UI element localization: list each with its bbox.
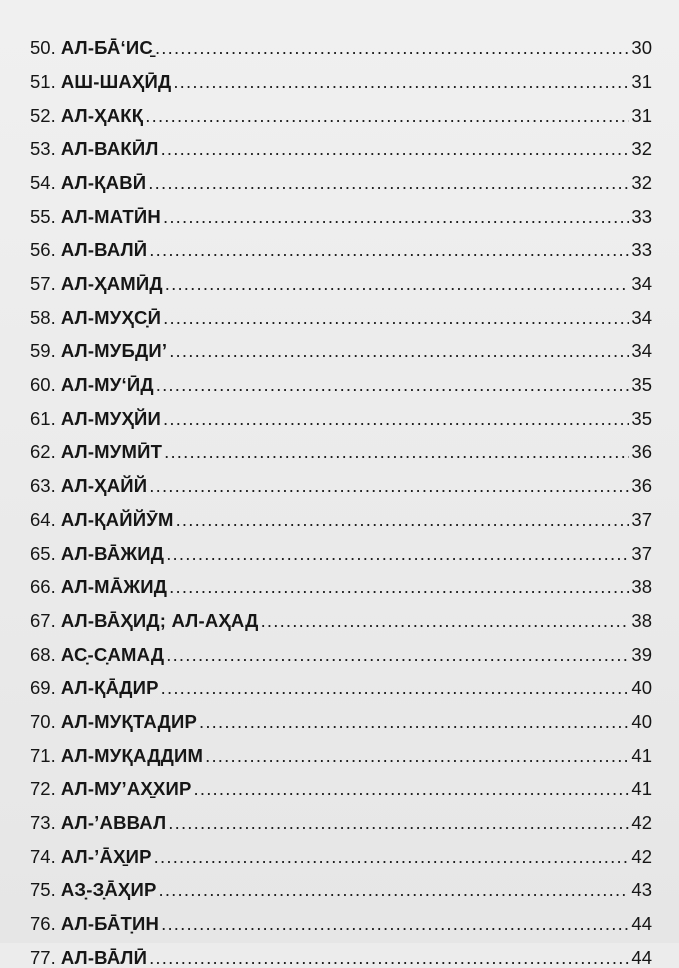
toc-entry-page-number: 38 [631,609,652,631]
toc-entry-page-number: 30 [631,37,652,59]
toc-entry-title: АЛ-БА̄‘ИС̱ [60,37,153,59]
toc-entry [30,563,652,597]
toc-entry [30,833,652,867]
toc-entry [30,327,652,361]
toc-entry-number: 77. [30,946,56,968]
toc-entry-number: 55. [30,205,56,227]
toc-entry [30,294,652,328]
toc-entry-page-number: 32 [631,171,652,193]
toc-entry-page-number: 40 [631,677,652,699]
toc-entry-title: АЛ-ВАКӢЛ [60,138,159,160]
toc-entry-page-number: 42 [631,812,652,833]
toc-entry-page-number: 35 [631,407,652,429]
toc-entry-number: 58. [30,306,56,328]
toc-entry [30,91,652,125]
toc-entry-number: 63. [30,475,56,497]
toc-entry-number: 52. [30,104,56,126]
toc-entry-title: АЛ-МУ‘ӢД [60,374,154,396]
toc-entry-title: АЛ-МУҚТАДИР [60,710,197,732]
toc-entry-number: 56. [30,239,56,261]
toc-entry-title: АЛ-МУБДИ’ [60,340,168,362]
toc-entry-page-number: 44 [631,946,652,968]
toc-entry-title: АЛ-БА̄Т̣ИН [60,913,160,935]
toc-dot-leader [149,477,629,496]
toc-entry-title: АЛ-ҚАВӢ [60,171,147,193]
toc-entry-number: 54. [30,171,56,193]
toc-entry-title: АЛ-МУ’АХ̱ХИР [60,778,192,800]
toc-entry-title: АЛ-МУҲС̣Ӣ [60,306,162,328]
toc-entry-page-number: 31 [631,70,652,92]
toc-dot-leader [169,342,629,361]
toc-entry-number: 75. [30,879,56,901]
toc-entry-title: АЛ-ВА̄ЖИД [60,542,165,564]
toc-entry-title: АЛ-ҲАКҚ [60,104,144,126]
toc-dot-leader [148,174,629,193]
toc-entry-page-number: 35 [631,374,652,396]
toc-entry-title: АЛ-МУҲЙИ [60,407,162,429]
toc-entry [30,731,652,765]
toc-dot-leader [149,949,629,968]
toc-entry-title: АЛ-ҚА̄ДИР [60,677,159,699]
toc-dot-leader [168,814,629,833]
toc-entry [30,934,652,968]
toc-dot-leader [164,443,629,462]
toc-entry [30,395,652,429]
toc-entry-page-number: 34 [631,340,652,362]
toc-entry [30,900,652,934]
toc-dot-leader [155,39,629,58]
toc-entry [30,159,652,193]
toc-entry-number: 53. [30,138,56,160]
toc-entry-title: АЛ-МА̄ЖИД [60,576,168,598]
toc-entry-number: 74. [30,845,56,867]
toc-entry-number: 57. [30,273,56,294]
toc-entry [30,698,652,732]
toc-entry-page-number: 33 [631,205,652,227]
toc-entry-title: АЛ-ҚАЙЙӮМ [60,508,174,530]
toc-dot-leader [156,376,630,395]
toc-entry-page-number: 38 [631,576,652,598]
toc-dot-leader [205,747,629,766]
toc-entry [30,58,652,92]
toc-entry-page-number: 32 [631,138,652,160]
toc-entry-title: АЛ-МАТӢН [60,205,161,227]
toc-dot-leader [161,679,630,698]
toc-entry-page-number: 37 [631,542,652,564]
toc-entry-page-number: 39 [631,643,652,665]
toc-entry-number: 71. [30,744,56,766]
toc-dot-leader [145,107,629,126]
toc-dot-leader [194,780,630,799]
toc-entry-title: АЗ̣-З̣А̄ҲИР [60,879,157,901]
toc-entry [30,799,652,833]
toc-dot-leader [173,73,629,92]
toc-entry [30,428,652,462]
toc-entry [30,529,652,563]
toc-entry [30,24,652,58]
toc-entry-number: 51. [30,70,56,92]
toc-entry [30,866,652,900]
toc-entry-title: АШ-ШАҲӢД [60,70,172,92]
toc-entry-page-number: 41 [631,778,652,800]
toc-entry-page-number: 43 [631,879,652,901]
toc-entry-page-number: 36 [631,441,652,463]
toc-entry-page-number: 41 [631,744,652,766]
toc-entry-number: 59. [30,340,56,362]
toc-entry-number: 64. [30,508,56,530]
toc-entry [30,192,652,226]
toc-entry-page-number: 37 [631,508,652,530]
toc-entry-page-number: 36 [631,475,652,497]
toc-entry-title: АЛ-’АВВАЛ [60,812,167,833]
toc-entry-page-number: 34 [631,273,652,294]
toc-entry-page-number: 33 [631,239,652,261]
toc-entry-title: АЛ-МУМӢТ [60,441,163,463]
toc-dot-leader [154,848,630,867]
toc-entry [30,664,652,698]
toc-entry-page-number: 40 [631,710,652,732]
toc-dot-leader [163,410,629,429]
toc-entry-number: 50. [30,37,56,59]
toc-entry [30,462,652,496]
toc-entry-title: АЛ-ВА̄ЛӢ [60,946,148,968]
toc-entry-number: 66. [30,576,56,598]
toc-entry [30,496,652,530]
toc-entry-number: 61. [30,407,56,429]
toc-dot-leader [161,140,630,159]
toc-entry-title: АС̣-С̣АМАД [60,643,165,665]
toc-entry [30,260,652,294]
toc-entry-number: 76. [30,913,56,935]
toc-dot-leader [149,241,629,260]
toc-entry-page-number: 44 [631,913,652,935]
toc-entry-page-number: 31 [631,104,652,126]
toc-entry [30,597,652,631]
toc-entry-number: 67. [30,609,56,631]
toc-dot-leader [159,881,630,900]
toc-entry [30,765,652,799]
toc-entry-page-number: 34 [631,306,652,328]
toc-dot-leader [199,713,629,732]
toc-dot-leader [166,646,629,665]
toc-entry-number: 62. [30,441,56,463]
toc-entry [30,630,652,664]
toc-entry-number: 72. [30,778,56,800]
toc-dot-leader [169,578,629,597]
toc-entry-number: 68. [30,643,56,665]
toc-entry-number: 73. [30,812,56,833]
toc-entry-title: АЛ-ҲАЙЙ [60,475,148,497]
toc-entry-title: АЛ-ВА̄ҲИД; АЛ-АҲАД [60,609,259,631]
toc-dot-leader [165,275,630,294]
toc-dot-leader [163,309,629,328]
toc-entry-title: АЛ-’А̄Х̱ИР [60,845,152,867]
toc-entry-number: 60. [30,374,56,396]
toc-entry [30,125,652,159]
toc-entry-number: 69. [30,677,56,699]
toc-dot-leader [176,511,630,530]
toc-entry-title: АЛ-ВАЛӢ [60,239,148,261]
table-of-contents [30,24,652,967]
toc-dot-leader [261,612,630,631]
toc-dot-leader [166,545,629,564]
toc-entry-title: АЛ-ҲАМӢД [60,273,163,294]
toc-entry [30,361,652,395]
toc-entry-page-number: 42 [631,845,652,867]
toc-entry-title: АЛ-МУҚАДДИМ [60,744,204,766]
toc-entry-number: 65. [30,542,56,564]
toc-dot-leader [163,208,629,227]
toc-dot-leader [161,915,629,934]
toc-entry [30,226,652,260]
toc-entry-number: 70. [30,710,56,732]
